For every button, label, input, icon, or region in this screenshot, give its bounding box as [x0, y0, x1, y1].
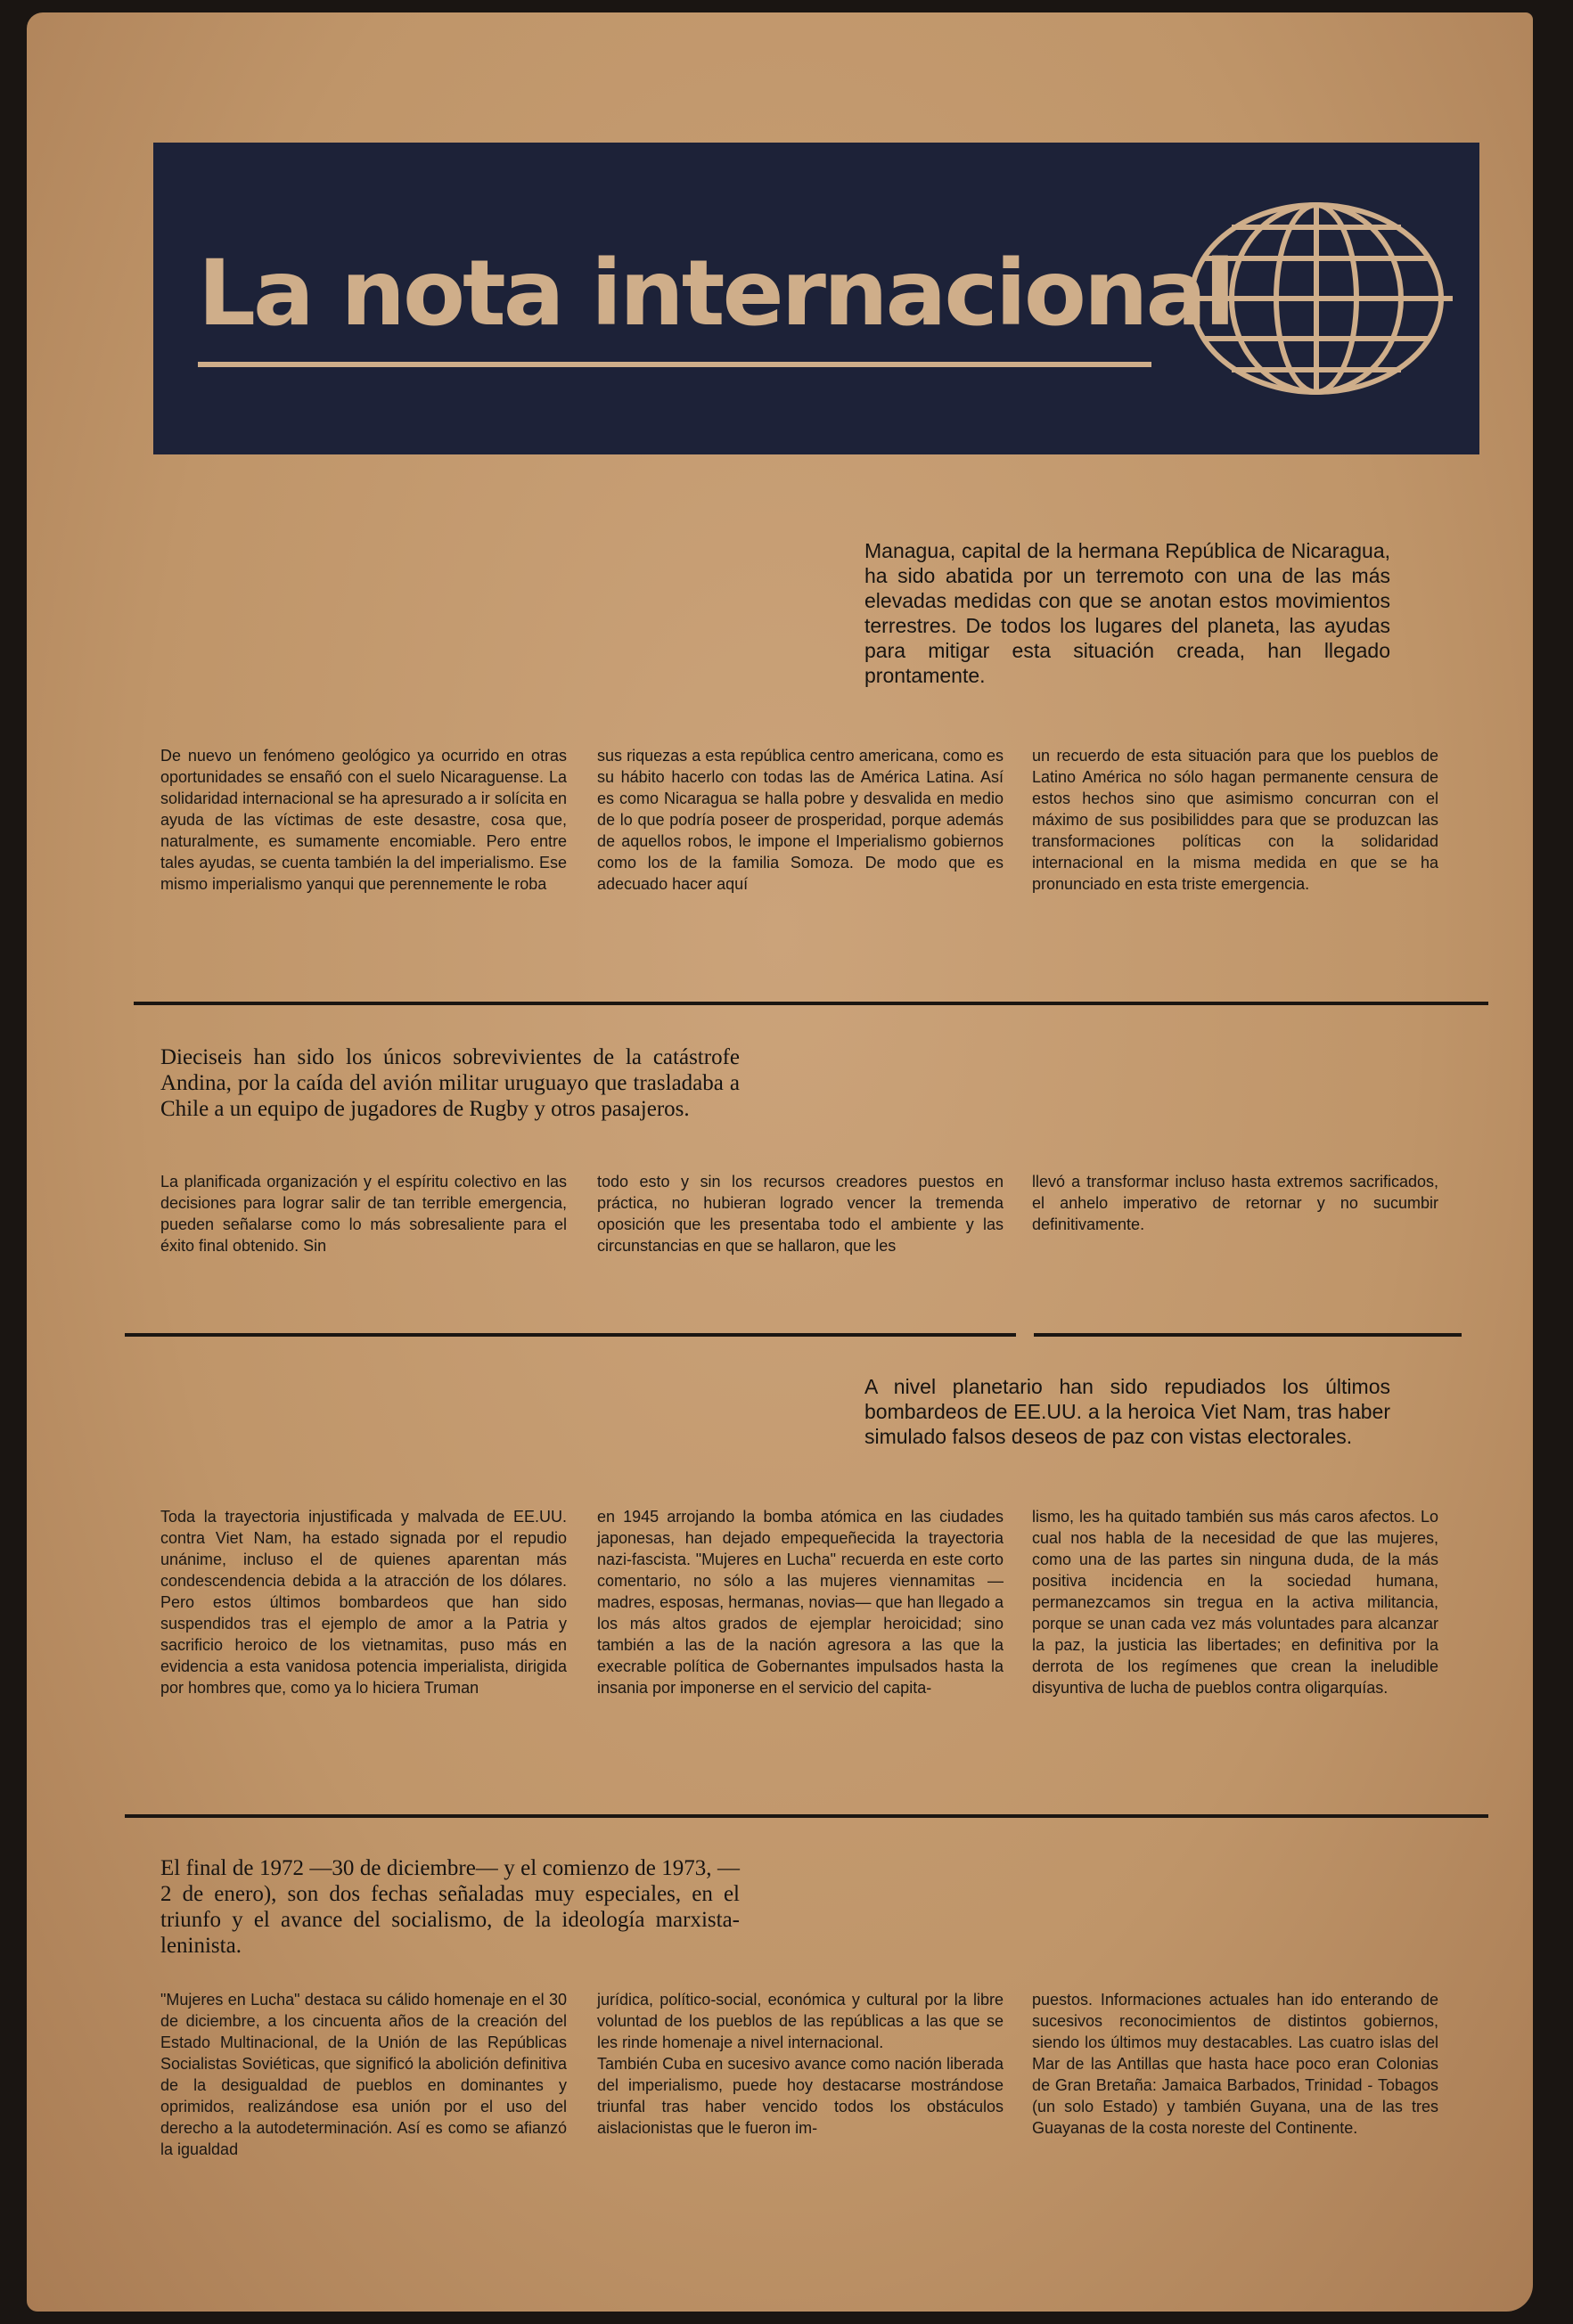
article-4-column-2: jurídica, político-social, económica y cultural por la libre voluntad de los pueblos de las repúblicas a las que se les rinde homenaje a nivel internacional. También Cuba en sucesivo avance como nación liberada del imperialismo, puede hoy destacarse mostrándose triunfal tras haber vencido todos los obstáculos aislacionistas que le fueron im- [597, 1991, 1004, 2137]
masthead-banner [153, 143, 1479, 454]
article-3-column-3: lismo, les ha quitado también sus más caros afectos. Lo cual nos habla de la necesidad de que las mujeres, como una de las partes sin ninguna duda, de la más positiva incidencia en la sociedad humana, permanezcamos sin tregua en la activa militancia, porque se unan cada vez más voluntades para alcanzar la paz, la justicia las libertades; en definitiva por la derrota de los regímenes que crean la ineludible disyuntiva de lucha de pueblos contra oligarquías. [1032, 1508, 1438, 1697]
article-4-column-1: "Mujeres en Lucha" destaca su cálido homenaje en el 30 de diciembre, a los cincuenta años de la creación del Estado Multinacional, de la Unión de las Repúblicas Socialistas Soviéticas, que significó la abolición definitiva de la desigualdad de pueblos en dominantes y oprimidos, realizándose esa unión por el uso del derecho a la autodeterminación. Así es como se afianzó la igualdad [160, 1991, 567, 2158]
article-1-lead: Managua, capital de la hermana República de Nicaragua, ha sido abatida por un terremoto con una de las más elevadas medidas con que se anotan estos movimientos terrestres. De todos los lugares del planeta, las ayudas para mitigar esta situación creada, han llegado prontamente. [864, 539, 1390, 687]
section-divider-2b [1034, 1333, 1462, 1337]
article-2-lead: Dieciseis han sido los únicos sobrevivientes de la catástrofe Andina, por la caída del avión militar uruguayo que trasladaba a Chile a un equipo de jugadores de Rugby y otros pasajeros. [160, 1045, 740, 1121]
article-1-column-2: sus riquezas a esta república centro americana, como es su hábito hacerlo con todas las de América Latina. Así es como Nicaragua se halla pobre y desvalida en medio de lo que podría poseer de prosperidad, porque además de aquellos robos, le impone el Imperialismo gobiernos como los de la familia Somoza. De modo que es adecuado hacer aquí [597, 747, 1004, 893]
section-divider-3 [125, 1814, 1488, 1818]
section-divider-1 [134, 1002, 1488, 1005]
article-4-column-3: puestos. Informaciones actuales han ido enterando de sucesivos reconocimientos de distintos gobiernos, siendo los últimos muy destacables. Las cuatro islas del Mar de las Antillas que hasta hace poco eran Colonias de Gran Bretaña: Jamaica Barbados, Trinidad - Tobagos (un solo Estado) y también Guyana, una de las tres Guayanas de la costa noreste del Continente. [1032, 1991, 1438, 2137]
article-3-column-2: en 1945 arrojando la bomba atómica en las ciudades japonesas, han dejado empequeñecida la trayectoria nazi-fascista. "Mujeres en Lucha" recuerda en este corto comentario, no sólo a las mujeres viennamitas —madres, esposas, hermanas, novias— que han llegado a los más altos grados de ejemplar heroicidad; sino también a las de la nación agresora a las que la execrable política de Gobernantes impulsados hasta la insania por imponerse en el servicio del capita- [597, 1508, 1004, 1697]
article-1-column-3: un recuerdo de esta situación para que los pueblos de Latino América no sólo hagan permanente censura de estos hechos sino que asimismo concurran con el máximo de sus posibiliddes para que se produzcan las transformaciones políticas con la solidaridad internacional en la misma medida en que se ha pronunciado en esta triste emergencia. [1032, 747, 1438, 893]
article-2-column-1: La planificada organización y el espíritu colectivo en las decisiones para lograr salir de tan terrible emergencia, pueden señalarse como lo más sobresaliente para el éxito final obtenido. Sin [160, 1173, 567, 1255]
article-4-lead: El final de 1972 —30 de diciembre— y el comienzo de 1973, —2 de enero), son dos fechas señaladas muy especiales, en el triunfo y el avance del socialismo, de la ideología marxista-leninista. [160, 1856, 740, 1958]
article-3-column-1: Toda la trayectoria injustificada y malvada de EE.UU. contra Viet Nam, ha estado signada por el repudio unánime, incluso el de quienes aparentan más condescendencia debida a la atracción de los dólares. Pero estos últimos bombardeos que han sido suspendidos tras el ejemplo de amor a la Patria y sacrificio heroico de los vietnamitas, puso más en evidencia a esta vanidosa potencia imperialista, dirigida por hombres que, como ya lo hiciera Truman [160, 1508, 567, 1697]
globe-icon [1178, 196, 1454, 401]
section-divider-2a [125, 1333, 1016, 1337]
article-3-lead: A nivel planetario han sido repudiados los últimos bombardeos de EE.UU. a la heroica Viet Nam, tras haber simulado falsos deseos de paz con vistas electorales. [864, 1375, 1390, 1448]
newspaper-page [27, 12, 1533, 2312]
banner-underline [198, 362, 1151, 367]
article-1-column-1: De nuevo un fenómeno geológico ya ocurrido en otras oportunidades se ensañó con el suelo Nicaraguense. La solidaridad internacional se ha apresurado a ir solícita en ayuda de las víctimas de este desastre, cosa que, naturalmente, es sumamente encomiable. Pero entre tales ayudas, se cuenta también la del imperialismo. Ese mismo imperialismo yanqui que perennemente le roba [160, 747, 567, 893]
article-2-column-2: todo esto y sin los recursos creadores puestos en práctica, no hubieran logrado vencer la tremenda oposición que les presentaba todo el ambiente y las circunstancias en que se hallaron, que les [597, 1173, 1004, 1255]
banner-title: La nota internacional [198, 241, 1233, 347]
article-2-column-3: llevó a transformar incluso hasta extremos sacrificados, el anhelo imperativo de retornar y no sucumbir definitivamente. [1032, 1173, 1438, 1233]
